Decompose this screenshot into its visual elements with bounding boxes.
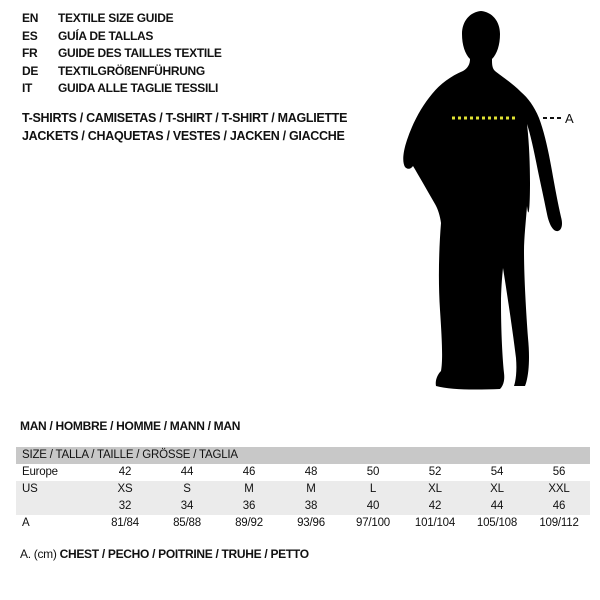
size-table-cell: 42: [428, 500, 442, 512]
footnote: [20, 547, 309, 561]
footnote-prefix: A. (cm): [20, 547, 60, 561]
size-table-cell: 85/88: [173, 517, 201, 529]
size-table-cell: L: [369, 483, 377, 495]
man-silhouette-svg: [395, 8, 595, 398]
language-row: [22, 80, 222, 98]
size-table-cell: M: [244, 483, 254, 495]
language-row: [22, 10, 222, 28]
size-table-cell: S: [183, 483, 191, 495]
language-text: TEXTILE SIZE GUIDE: [58, 11, 174, 25]
language-code: FR: [22, 46, 38, 60]
size-table-cell: 101/104: [414, 517, 456, 529]
language-code: ES: [22, 28, 38, 43]
language-row: [22, 45, 222, 63]
size-table-row-label: Europe: [22, 466, 58, 478]
language-code: EN: [22, 11, 39, 25]
language-row: [22, 28, 222, 46]
size-table-cell: 81/84: [111, 517, 139, 529]
size-table-cell: 40: [366, 500, 380, 512]
size-table-body: [16, 464, 590, 532]
section-title: MAN / HOMBRE / HOMME / MANN / MAN: [20, 419, 241, 433]
size-table-cell: 105/108: [476, 517, 518, 529]
size-table-cell: 32: [118, 500, 132, 512]
man-silhouette-figure: [395, 8, 595, 398]
size-table-cell: XL: [490, 483, 504, 495]
language-code: IT: [22, 81, 33, 95]
measure-label-a: A: [565, 111, 574, 126]
language-row: [22, 63, 222, 81]
category-line-jackets: JACKETS / CHAQUETAS / VESTES / JACKEN / GIACCHE: [22, 129, 345, 143]
language-list: [22, 10, 222, 98]
size-table: [16, 447, 590, 532]
size-table-cell: XS: [117, 483, 133, 495]
language-text: TEXTILGRÖßENFÜHRUNG: [58, 63, 205, 78]
size-table-cell: 36: [242, 500, 256, 512]
size-table-cell: 44: [490, 500, 504, 512]
language-text: GUIDE DES TAILLES TEXTILE: [58, 46, 222, 60]
man-silhouette: [403, 11, 562, 390]
size-table-row-label: A: [22, 517, 30, 529]
size-table-cell: 44: [180, 466, 194, 478]
size-table-cell: 50: [366, 466, 380, 478]
size-table-header: SIZE / TALLA / TAILLE / GRÖSSE / TAGLIA: [16, 447, 590, 464]
size-table-cell: 34: [180, 500, 194, 512]
size-table-row: [16, 498, 590, 515]
size-table-cell: 38: [304, 500, 318, 512]
language-code: DE: [22, 63, 39, 78]
size-table-cell: 48: [304, 466, 318, 478]
language-text: GUIDA ALLE TAGLIE TESSILI: [58, 81, 219, 95]
size-table-cell: XL: [428, 483, 442, 495]
size-table-cell: 42: [118, 466, 132, 478]
size-table-row: [16, 515, 590, 532]
size-table-row: [16, 481, 590, 498]
size-table-cell: 109/112: [539, 517, 579, 529]
size-table-row-label: US: [22, 483, 38, 495]
category-line-tshirts: T-SHIRTS / CAMISETAS / T-SHIRT / T-SHIRT / MAGLIETTE: [22, 111, 348, 125]
size-table-cell: M: [306, 483, 316, 495]
size-table-row-label: [16, 498, 94, 515]
size-table-cell: 56: [552, 466, 566, 478]
size-table-cell: XXL: [548, 483, 570, 495]
size-table-row: [16, 464, 590, 481]
size-table-cell: 46: [242, 466, 256, 478]
footnote-text: CHEST / PECHO / POITRINE / TRUHE / PETTO: [59, 547, 309, 561]
size-table-cell: 54: [490, 466, 504, 478]
language-text: GUÍA DE TALLAS: [58, 28, 154, 43]
size-table-cell: 89/92: [235, 517, 263, 529]
category-lines: [22, 109, 347, 145]
size-table-cell: 93/96: [297, 517, 325, 529]
size-table-cell: 46: [552, 500, 566, 512]
size-table-cell: 97/100: [356, 517, 390, 529]
size-table-cell: 52: [428, 466, 442, 478]
